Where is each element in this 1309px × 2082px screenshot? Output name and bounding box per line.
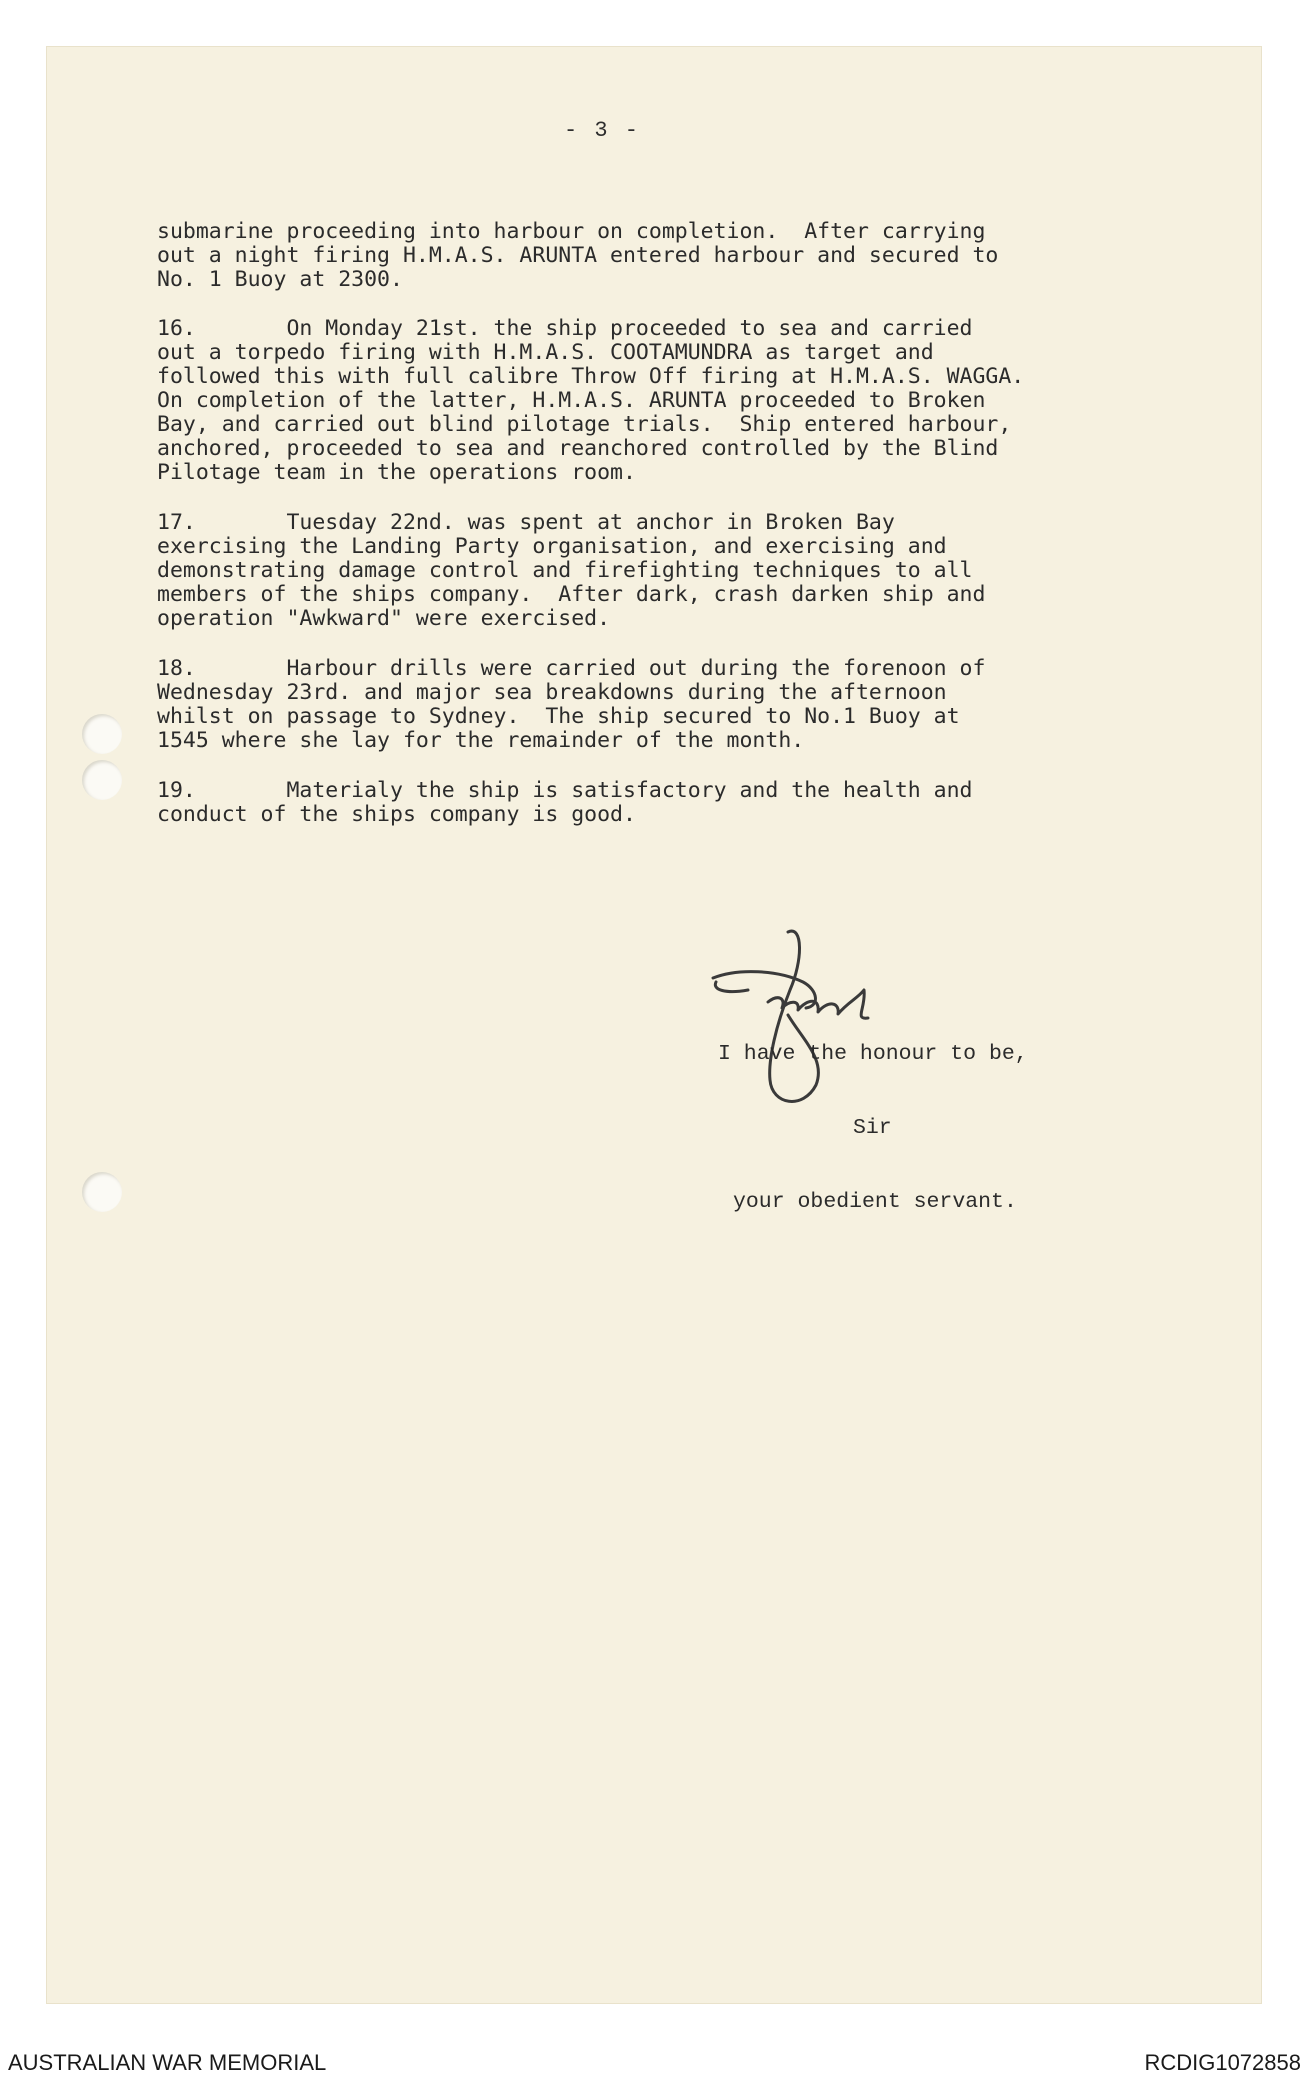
paragraph-17: 17. Tuesday 22nd. was spent at anchor in Broken Bay exercising the Landing Party organisation, and exercising and demonstrating damage control and firefighting techniques to all members of the ships company. After dark, crash darken ship and operation "Awkward" were exercised. [157, 510, 986, 631]
closing-honour: I have the honour to be, [718, 1042, 1028, 1066]
page-number: - 3 - [564, 118, 641, 143]
closing-servant: your obedient servant. [733, 1190, 1017, 1214]
footer-reference-id: RCDIG1072858 [1144, 2050, 1301, 2075]
closing-salutation: Sir [853, 1116, 892, 1140]
paragraph-continuation: submarine proceeding into harbour on completion. After carrying out a night firing H.M.A.S. ARUNTA entered harbour and secured to No. 1 Buoy at 2300. [157, 219, 999, 292]
footer-institution: AUSTRALIAN WAR MEMORIAL [8, 2050, 327, 2075]
punch-hole-1 [82, 714, 122, 754]
handwritten-signature [708, 920, 928, 1120]
paragraph-18: 18. Harbour drills were carried out during the forenoon of Wednesday 23rd. and major sea breakdowns during the afternoon whilst on passage to Sydney. The ship secured to No.1 Buoy at 1545 where she lay for the remainder of the month. [157, 656, 986, 753]
paragraph-19: 19. Materialy the ship is satisfactory and the health and conduct of the ships company is good. [157, 778, 973, 827]
paragraph-16: 16. On Monday 21st. the ship proceeded to sea and carried out a torpedo firing with H.M.A.S. COOTAMUNDRA as target and followed this with full calibre Throw Off firing at H.M.A.S. WAGGA. On completion of the latter, H.M.A.S. ARUNTA proceeded to Broken Bay, and carried out blind pilotage trials. Ship entered harbour, anchored, proceeded to sea and reanchored controlled by the Blind Pilotage team in the operations room. [157, 316, 1025, 485]
punch-hole-3 [82, 1172, 122, 1212]
punch-hole-2 [82, 760, 122, 800]
